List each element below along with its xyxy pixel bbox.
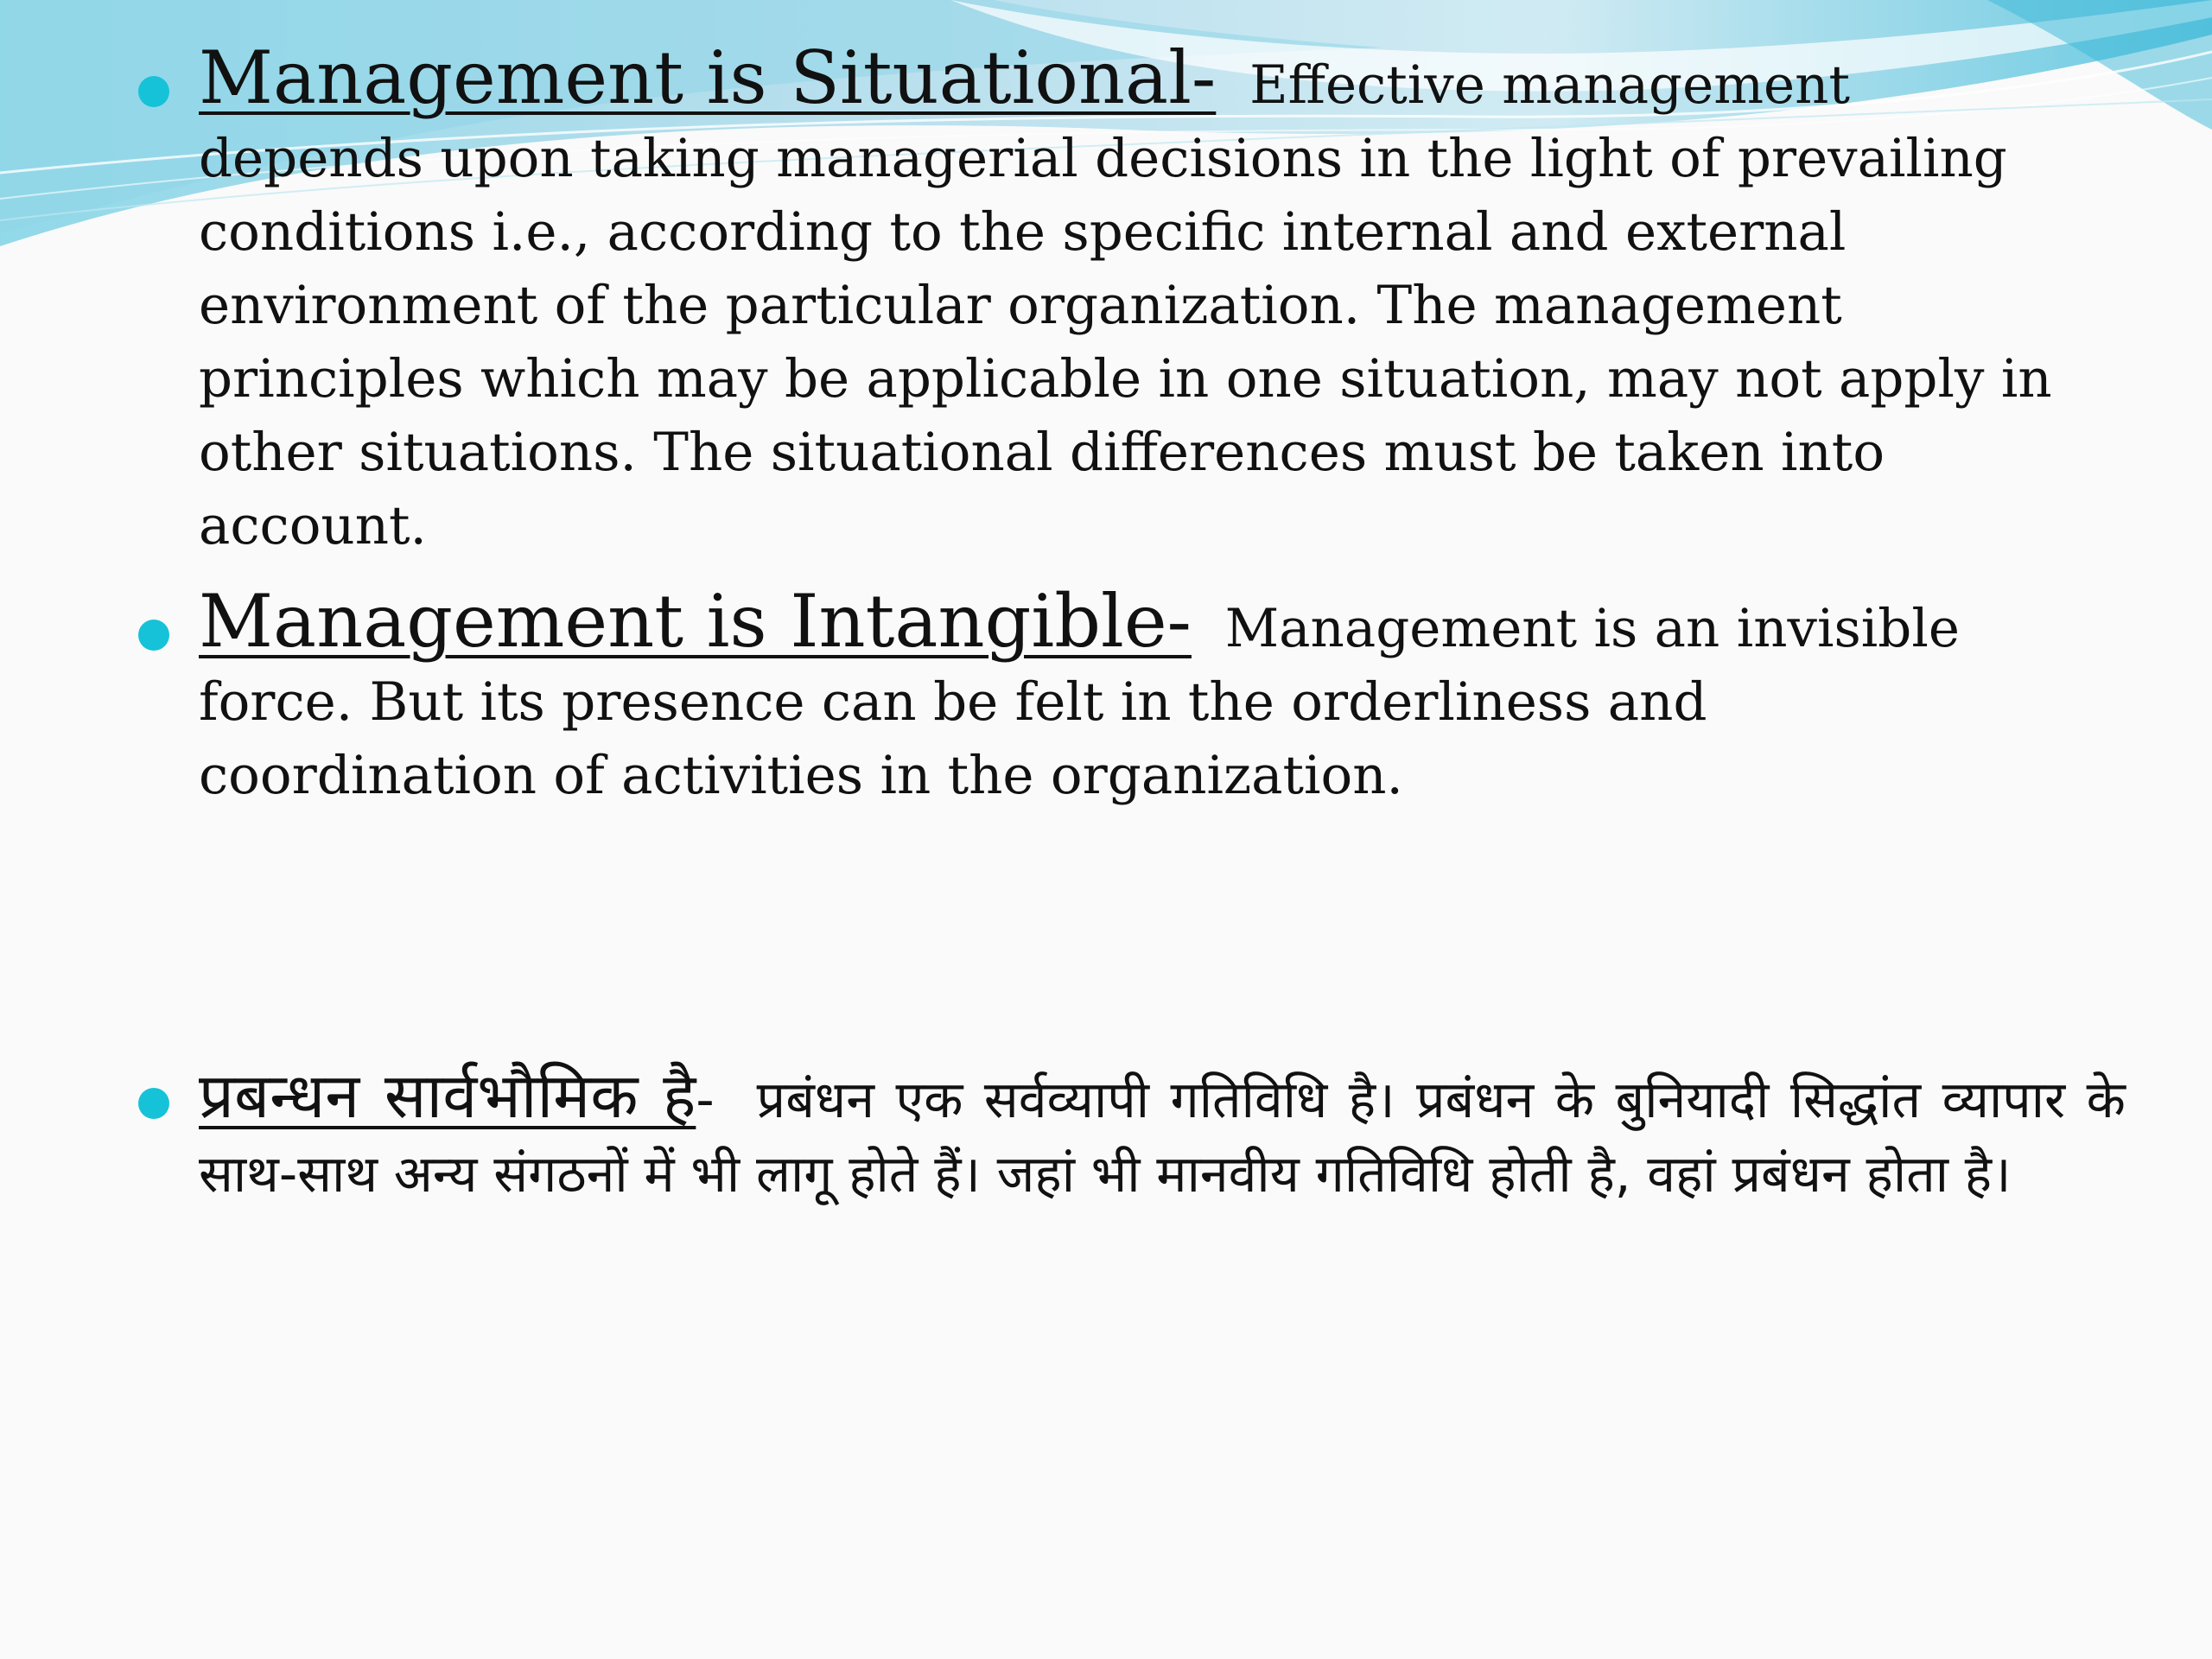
- bullet-management-is-intangible: [130, 579, 2056, 812]
- bullet-body: Management is an invisible force. But its presence can be felt in the orderliness and coordination of activities in the organization.: [199, 598, 1960, 806]
- bullet-management-is-universal-hindi: [130, 1058, 2126, 1211]
- bullet-body: प्रबंधन एक सर्वव्यापी गतिविधि है। प्रबंधन के बुनियादी सिद्धांत व्यापार के साथ-साथ अन्य संगठनों में भी लागू होते हैं। जहां भी मानवीय गतिविधि होती है, वहां प्रबंधन होता है।: [199, 1070, 2126, 1204]
- bullet-heading-dash: -: [696, 1070, 715, 1129]
- bullet-dot-icon: [138, 1088, 169, 1119]
- bullet-heading: Management is Situational-: [199, 35, 1217, 120]
- english-bullet-list: [130, 35, 2056, 812]
- bullet-body: Effective management depends upon taking managerial decisions in the light of prevailing conditions i.e., according to the specific internal and external environment of the particular organization. The management principles which may be applicable in one situation, may not apply in other situations. The situational differences must be taken into account.: [199, 54, 2052, 556]
- bullet-heading: Management is Intangible-: [199, 579, 1192, 664]
- bullet-dot-icon: [138, 76, 169, 107]
- bullet-dot-icon: [138, 620, 169, 651]
- bullet-management-is-situational: [130, 35, 2056, 563]
- bullet-heading: प्रबन्धन सार्वभौमिक है: [199, 1059, 696, 1132]
